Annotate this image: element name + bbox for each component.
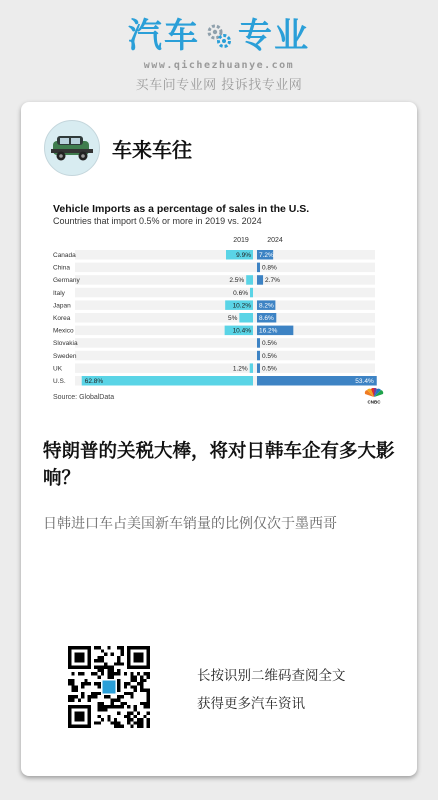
qr-module	[140, 718, 143, 721]
qr-module	[81, 695, 84, 698]
qr-module	[84, 682, 87, 685]
qr-module	[94, 672, 97, 675]
qr-module	[137, 718, 140, 721]
data-label-2024-japan: 8.2%	[259, 302, 274, 310]
category-label-sweden: Sweden	[53, 352, 77, 360]
qr-module	[117, 698, 120, 701]
qr-module	[120, 695, 123, 698]
qr-module	[107, 718, 110, 721]
qr-module	[147, 689, 150, 692]
qr-module	[114, 721, 117, 724]
article-summary: 日韩进口车占美国新车销量的比例仅次于墨西哥	[43, 516, 337, 532]
qr-module	[143, 689, 146, 692]
qr-module	[104, 705, 107, 708]
qr-module	[107, 669, 110, 672]
category-label-canada: Canada	[53, 252, 76, 259]
data-label-2024-canada: 7.2%	[259, 252, 274, 259]
green-mini-car-icon	[44, 120, 100, 176]
row-background	[75, 263, 375, 273]
qr-module	[137, 682, 140, 685]
bar-2019-korea	[239, 313, 253, 323]
data-label-2024-korea: 8.6%	[259, 315, 274, 322]
chart-title: Vehicle Imports as a percentage of sales in the U.S.	[53, 203, 310, 215]
qr-module	[98, 705, 101, 708]
data-label-2024-uk: 0.5%	[262, 365, 277, 373]
qr-module	[127, 705, 130, 708]
bar-2019-germany	[246, 275, 253, 285]
bar-2019-uk	[250, 363, 253, 373]
qr-module	[91, 695, 94, 698]
brand-title-left: 汽车	[128, 16, 200, 56]
qr-module	[140, 685, 143, 688]
data-label-2024-us: 53.4%	[355, 378, 374, 385]
qr-module	[117, 685, 120, 688]
bar-2024-uk	[257, 363, 260, 373]
data-label-2019-italy: 0.6%	[233, 289, 248, 297]
qr-module	[98, 676, 101, 679]
qr-module	[143, 715, 146, 718]
qr-module	[143, 702, 146, 705]
qr-module	[117, 682, 120, 685]
qr-module	[147, 676, 150, 679]
chart-source: Source: GlobalData	[53, 394, 115, 401]
qr-module	[120, 725, 123, 728]
qr-module	[94, 695, 97, 698]
chart-plot	[51, 198, 387, 410]
qr-instruction-line-1: 长按识别二维码查阅全文	[197, 668, 346, 684]
qr-module	[117, 646, 120, 649]
qr-module	[98, 669, 101, 672]
qr-module	[124, 692, 127, 695]
brand-title-right: 专业	[238, 16, 310, 56]
qr-module	[120, 653, 123, 656]
qr-module	[130, 672, 133, 675]
row-background	[75, 288, 375, 298]
data-label-2024-sweden: 0.5%	[262, 352, 277, 360]
qr-module	[88, 698, 91, 701]
qr-module	[107, 695, 110, 698]
qr-module	[140, 721, 143, 724]
qr-module	[137, 721, 140, 724]
row-background	[75, 313, 375, 323]
qr-module	[114, 705, 117, 708]
qr-module	[71, 689, 74, 692]
site-header	[0, 14, 438, 93]
qr-finder	[75, 712, 85, 722]
qr-module	[130, 676, 133, 679]
qr-module	[94, 659, 97, 662]
qr-instruction-line-2: 获得更多汽车资讯	[197, 696, 305, 712]
brand-logo	[0, 14, 438, 58]
data-label-2019-germany: 2.5%	[229, 277, 245, 285]
bar-2024-sweden	[257, 351, 260, 361]
qr-finder	[75, 653, 85, 663]
category-label-japan: Japan	[53, 302, 71, 310]
qr-module	[101, 659, 104, 662]
qr-module	[130, 679, 133, 682]
qr-module	[68, 679, 71, 682]
qr-module	[120, 662, 123, 665]
qr-module	[140, 689, 143, 692]
qr-module	[130, 725, 133, 728]
qr-module	[120, 646, 123, 649]
qr-module	[101, 649, 104, 652]
qr-module	[88, 695, 91, 698]
qr-module	[71, 672, 74, 675]
qr-module	[124, 715, 127, 718]
qr-module	[124, 672, 127, 675]
qr-module	[134, 708, 137, 711]
qr-module	[94, 682, 97, 685]
data-label-2024-germany: 2.7%	[265, 277, 280, 285]
qr-module	[143, 672, 146, 675]
qr-module	[78, 698, 81, 701]
qr-module	[130, 695, 133, 698]
qr-module	[117, 695, 120, 698]
qr-module	[134, 676, 137, 679]
data-label-2019-japan: 10.2%	[232, 302, 251, 310]
bar-2019-italy	[250, 288, 253, 298]
qr-module	[101, 708, 104, 711]
qr-module	[120, 705, 123, 708]
qr-module	[127, 718, 130, 721]
qr-module	[147, 672, 150, 675]
category-label-italy: Italy	[53, 289, 65, 297]
qr-module	[75, 685, 78, 688]
qr-module	[111, 653, 114, 656]
qr-code-icon[interactable]	[68, 646, 150, 728]
qr-module	[117, 725, 120, 728]
qr-module	[117, 672, 120, 675]
author-row[interactable]	[44, 120, 192, 176]
qr-module	[137, 725, 140, 728]
qr-module	[101, 672, 104, 675]
qr-module	[75, 689, 78, 692]
qr-module	[71, 695, 74, 698]
category-label-uk: UK	[53, 365, 63, 373]
row-background	[75, 351, 375, 361]
qr-module	[127, 682, 130, 685]
qr-module	[137, 672, 140, 675]
qr-module	[124, 682, 127, 685]
qr-module	[104, 653, 107, 656]
imports-chart	[51, 198, 387, 410]
qr-module	[84, 679, 87, 682]
qr-module	[114, 718, 117, 721]
data-label-2019-uk: 1.2%	[232, 365, 248, 373]
qr-module	[143, 705, 146, 708]
qr-module	[114, 725, 117, 728]
qr-module	[147, 718, 150, 721]
qr-module	[147, 692, 150, 695]
qr-module	[71, 685, 74, 688]
qr-module	[88, 682, 91, 685]
category-label-germany: Germany	[53, 277, 80, 285]
qr-module	[81, 672, 84, 675]
qr-module	[104, 695, 107, 698]
qr-module	[107, 666, 110, 669]
qr-module	[134, 715, 137, 718]
qr-module	[94, 692, 97, 695]
qr-module	[98, 715, 101, 718]
row-background	[75, 250, 375, 260]
data-label-2019-korea: 5%	[227, 315, 238, 322]
category-label-mexico: Mexico	[53, 327, 74, 335]
qr-module	[101, 705, 104, 708]
qr-module	[101, 656, 104, 659]
qr-module	[98, 666, 101, 669]
qr-module	[98, 702, 101, 705]
qr-module	[68, 698, 71, 701]
qr-module	[140, 702, 143, 705]
qr-instructions	[197, 662, 346, 718]
qr-module	[111, 721, 114, 724]
column-header-2019: 2019	[233, 237, 249, 244]
qr-module	[101, 702, 104, 705]
column-header-2024: 2024	[267, 237, 283, 244]
bar-2024-germany	[257, 275, 263, 285]
data-label-2019-mexico: 10.4%	[232, 327, 251, 335]
qr-module	[117, 705, 120, 708]
qr-module	[120, 702, 123, 705]
qr-module	[71, 698, 74, 701]
qr-module	[143, 679, 146, 682]
qr-module	[140, 682, 143, 685]
data-label-2024-mexico: 16.2%	[259, 327, 278, 335]
qr-module	[91, 672, 94, 675]
qr-module	[98, 692, 101, 695]
qr-module	[134, 685, 137, 688]
qr-module	[71, 682, 74, 685]
qr-module	[111, 676, 114, 679]
qr-module	[124, 685, 127, 688]
qr-module	[104, 662, 107, 665]
qr-module	[104, 666, 107, 669]
chart-subtitle: Countries that import 0.5% or more in 2019 vs. 2024	[53, 216, 262, 226]
cnbc-peacock-icon	[363, 388, 385, 404]
qr-module	[107, 646, 110, 649]
article-card	[21, 102, 417, 776]
qr-module	[111, 698, 114, 701]
qr-module	[98, 656, 101, 659]
qr-module	[68, 682, 71, 685]
qr-module	[134, 689, 137, 692]
qr-module	[111, 672, 114, 675]
qr-module	[68, 695, 71, 698]
qr-module	[147, 712, 150, 715]
qr-module	[117, 656, 120, 659]
qr-module	[147, 705, 150, 708]
qr-module	[147, 721, 150, 724]
qr-module	[147, 725, 150, 728]
row-background	[75, 300, 375, 310]
qr-module	[127, 721, 130, 724]
qr-module	[81, 682, 84, 685]
data-label-2019-canada: 9.9%	[236, 252, 251, 259]
qr-module	[117, 679, 120, 682]
qr-module	[71, 679, 74, 682]
qr-module	[117, 662, 120, 665]
category-label-china: China	[53, 264, 70, 272]
qr-module	[147, 702, 150, 705]
qr-module	[75, 695, 78, 698]
row-background	[75, 275, 375, 285]
qr-module	[140, 679, 143, 682]
qr-module	[94, 666, 97, 669]
qr-module	[107, 705, 110, 708]
qr-module	[134, 705, 137, 708]
qr-module	[120, 649, 123, 652]
qr-module	[98, 721, 101, 724]
qr-module	[147, 698, 150, 701]
bar-2024-slovakia	[257, 338, 260, 348]
qr-module	[101, 666, 104, 669]
qr-module	[117, 689, 120, 692]
qr-module	[140, 725, 143, 728]
article-headline[interactable]: 特朗普的关税大棒，将对日韩车企有多大影响？	[43, 441, 395, 489]
data-label-2024-slovakia: 0.5%	[262, 340, 277, 348]
qr-module	[98, 685, 101, 688]
qr-module	[98, 682, 101, 685]
qr-module	[134, 679, 137, 682]
gear-icon	[206, 23, 232, 49]
category-label-korea: Korea	[53, 315, 71, 322]
brand-url[interactable]: www.qichezhuanye.com	[143, 60, 295, 71]
qr-module	[98, 659, 101, 662]
data-label-2024-china: 0.8%	[262, 264, 277, 272]
qr-module	[107, 672, 110, 675]
qr-module	[111, 705, 114, 708]
qr-module	[117, 721, 120, 724]
svg-text:CNBC: CNBC	[367, 399, 381, 404]
qr-module	[94, 721, 97, 724]
qr-module	[147, 695, 150, 698]
qr-module	[127, 715, 130, 718]
row-background	[75, 338, 375, 348]
category-label-us: U.S.	[53, 378, 66, 385]
data-label-2019-us: 62.8%	[84, 378, 104, 385]
qr-module	[81, 685, 84, 688]
qr-module	[104, 708, 107, 711]
qr-module	[98, 646, 101, 649]
qr-module	[81, 692, 84, 695]
qr-module	[98, 708, 101, 711]
qr-module	[114, 662, 117, 665]
qr-module	[134, 721, 137, 724]
qr-module	[111, 702, 114, 705]
row-background	[75, 363, 375, 373]
bar-2019-us	[82, 376, 253, 386]
qr-center-logo	[102, 680, 115, 693]
category-label-slovakia: Slovakia	[53, 340, 78, 348]
qr-module	[140, 676, 143, 679]
qr-module	[130, 692, 133, 695]
qr-module	[127, 692, 130, 695]
qr-module	[78, 672, 81, 675]
qr-module	[101, 718, 104, 721]
qr-module	[111, 666, 114, 669]
qr-module	[130, 685, 133, 688]
qr-module	[94, 646, 97, 649]
qr-finder	[134, 653, 144, 663]
qr-module	[117, 712, 120, 715]
author-name: 车来车往	[112, 137, 192, 162]
qr-module	[124, 702, 127, 705]
qr-module	[137, 712, 140, 715]
qr-module	[117, 669, 120, 672]
qr-module	[114, 672, 117, 675]
qr-module	[107, 676, 110, 679]
qr-module	[111, 669, 114, 672]
qr-module	[130, 718, 133, 721]
bar-2024-china	[257, 263, 260, 273]
qr-module	[91, 692, 94, 695]
qr-module	[101, 669, 104, 672]
qr-module	[130, 712, 133, 715]
qr-module	[127, 712, 130, 715]
qr-module	[117, 659, 120, 662]
qr-module	[114, 698, 117, 701]
qr-module	[107, 715, 110, 718]
brand-slogan: 买车问专业网 投诉找专业网	[135, 78, 303, 93]
